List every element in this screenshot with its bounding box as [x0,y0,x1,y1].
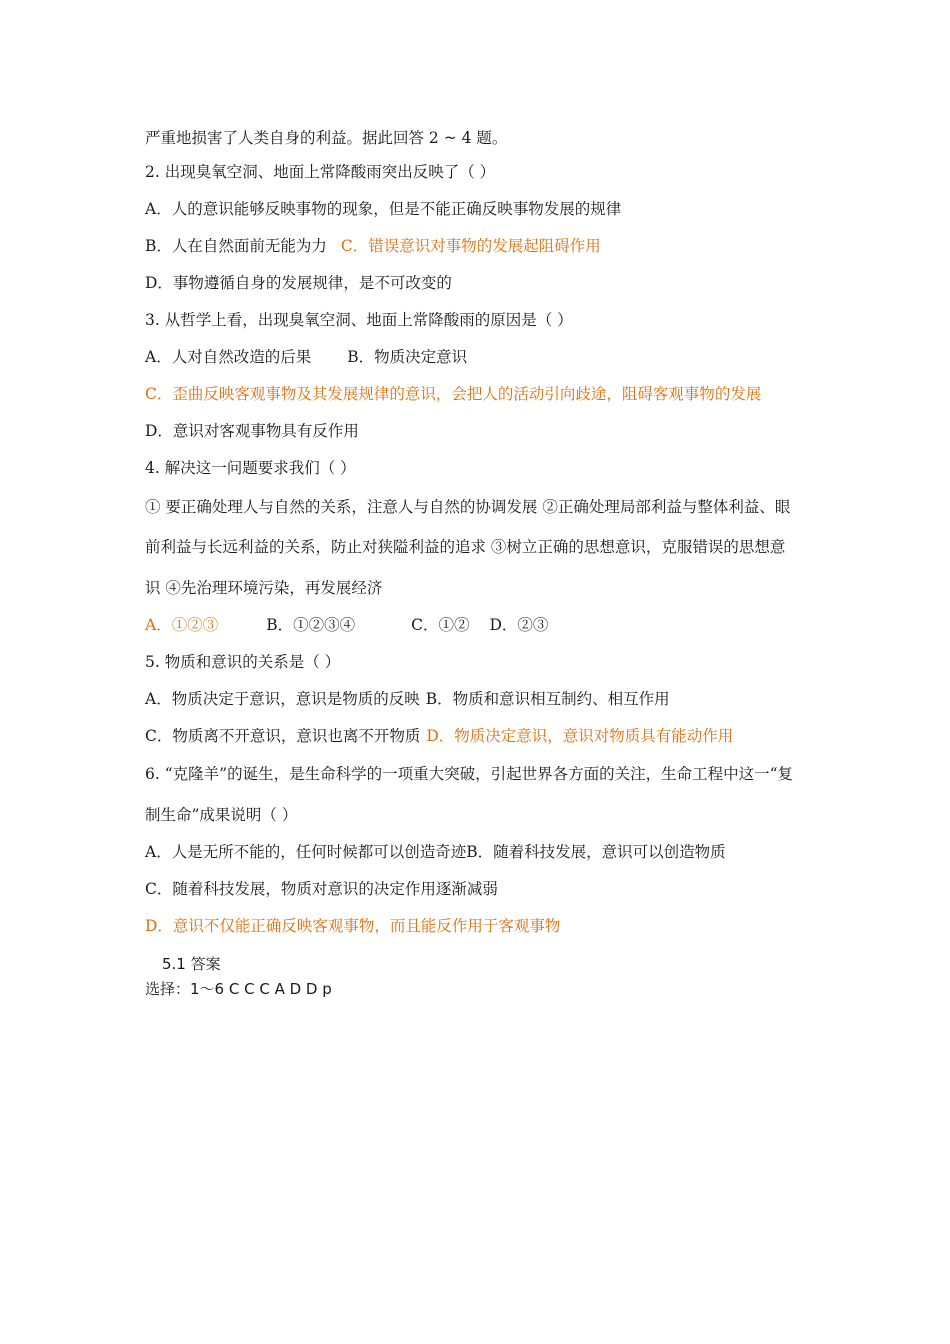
q2-option-b: B．人在自然面前无能为力 [145,237,327,255]
q6-stem-line-1: 6. “克隆羊”的诞生，是生命科学的一项重大突破，引起世界各方面的关注，生命工程中这一“复 [145,765,793,783]
q5-options-cd [145,726,733,746]
q2-option-a: A．人的意识能够反映事物的现象，但是不能正确反映事物发展的规律 [145,200,622,218]
q2-option-c-answer: C．错误意识对事物的发展起阻碍作用 [340,237,601,255]
q5-option-b: B．物质和意识相互制约、相互作用 [425,690,670,708]
q5-options-ab [145,689,670,709]
q4-body-line-1: ① 要正确处理人与自然的关系，注意人与自然的协调发展 ②正确处理局部利益与整体利益、眼 [145,498,791,516]
q2-option-d: D．事物遵循自身的发展规律，是不可改变的 [145,274,452,292]
q3-options-ab [145,347,467,367]
answers-line: 选择：1～6 C C C A D D p [145,980,332,998]
q3-option-b: B．物质决定意识 [347,348,468,366]
answers-heading: 5.1 答案 [162,955,221,973]
q4-option-a-answer: A．①②③ [145,616,219,634]
q6-option-c: C．随着科技发展，物质对意识的决定作用逐渐减弱 [145,880,498,898]
q4-option-c: C．①② [411,616,470,634]
q5-stem: 5. 物质和意识的关系是（ ） [145,653,341,671]
q6-option-d-answer: D．意识不仅能正确反映客观事物，而且能反作用于客观事物 [145,917,561,935]
intro-text: 严重地损害了人类自身的利益。据此回答 2 ~ 4 题。 [145,129,508,147]
q4-option-b: B．①②③④ [266,616,356,634]
q4-body-line-3: 识 ④先治理环境污染，再发展经济 [145,579,383,597]
q4-stem: 4. 解决这一问题要求我们（ ） [145,459,356,477]
q6-option-b: B．随着科技发展，意识可以创造物质 [466,843,726,861]
q4-options [145,615,548,635]
q6-stem-line-2: 制生命”成果说明（ ） [145,806,298,824]
q5-option-a: A．物质决定于意识，意识是物质的反映 [145,690,420,708]
q2-options-bc [145,236,601,256]
q3-stem: 3. 从哲学上看，出现臭氧空洞、地面上常降酸雨的原因是（ ） [145,311,573,329]
q4-body-line-2: 前利益与长远利益的关系，防止对狭隘利益的追求 ③树立正确的思想意识，克服错误的思想意 [145,538,786,556]
q3-option-a: A．人对自然改造的后果 [145,348,312,366]
q2-stem: 2. 出现臭氧空洞、地面上常降酸雨突出反映了（ ） [145,163,496,181]
q5-option-d-answer: D．物质决定意识，意识对物质具有能动作用 [426,727,734,745]
q6-options-ab [145,842,726,862]
q3-option-d: D．意识对客观事物具有反作用 [145,422,359,440]
q4-option-d: D．②③ [489,616,549,634]
q6-option-a: A．人是无所不能的，任何时候都可以创造奇迹 [145,843,467,861]
q3-option-c-answer: C．歪曲反映客观事物及其发展规律的意识，会把人的活动引向歧途，阻碍客观事物的发展 [145,385,762,403]
q5-option-c: C．物质离不开意识，意识也离不开物质 [145,727,421,745]
